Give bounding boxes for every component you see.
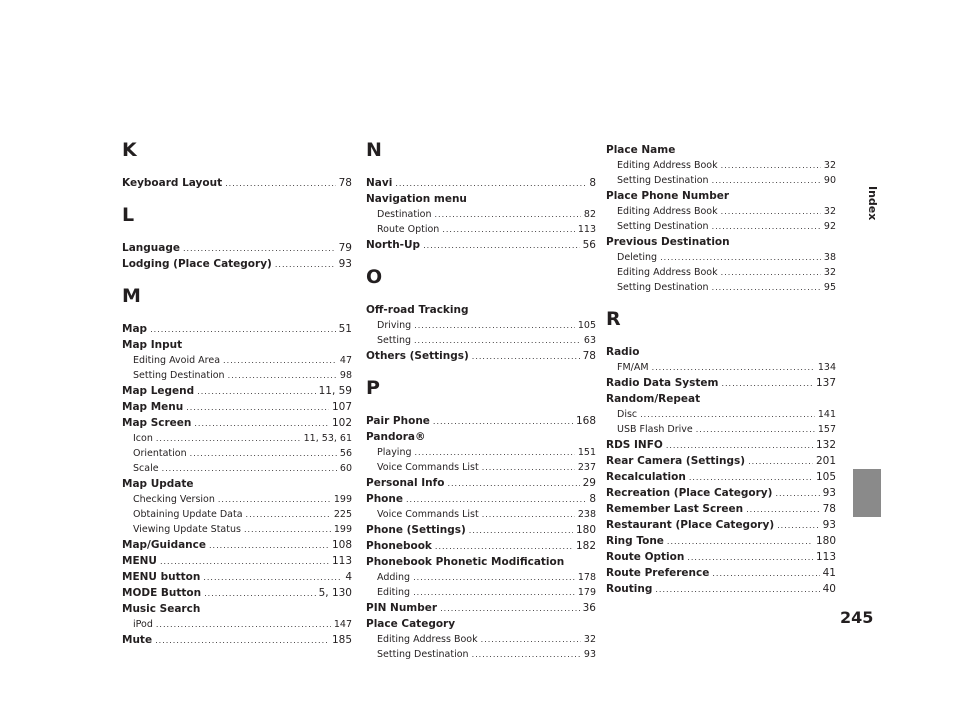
page-reference[interactable]: 157 bbox=[817, 424, 836, 435]
index-entry[interactable] bbox=[606, 501, 836, 517]
leader-dots bbox=[155, 633, 329, 649]
index-heading[interactable] bbox=[606, 391, 836, 407]
page-reference[interactable]: 41 bbox=[822, 567, 836, 579]
index-entry[interactable] bbox=[122, 585, 352, 601]
leader-dots bbox=[689, 470, 813, 486]
entry-term: Recalculation bbox=[606, 471, 686, 483]
index-column-2 bbox=[366, 130, 596, 662]
leader-dots bbox=[190, 446, 337, 461]
index-entry[interactable] bbox=[122, 415, 352, 431]
page-reference[interactable]: 63 bbox=[583, 335, 596, 346]
page-reference[interactable]: 47 bbox=[339, 355, 352, 366]
entry-term: RDS INFO bbox=[606, 439, 663, 451]
leader-dots bbox=[640, 407, 815, 422]
page-reference[interactable]: 182 bbox=[575, 540, 596, 552]
index-subentry[interactable] bbox=[606, 158, 836, 173]
index-column-1 bbox=[122, 130, 352, 648]
entry-term: North-Up bbox=[366, 239, 421, 251]
index-entry[interactable] bbox=[606, 581, 836, 597]
leader-dots bbox=[712, 566, 819, 582]
leader-dots bbox=[721, 204, 821, 219]
index-subentry[interactable] bbox=[122, 353, 352, 368]
index-entry[interactable] bbox=[366, 237, 596, 253]
entry-term: Radio bbox=[606, 346, 640, 358]
leader-dots bbox=[721, 158, 821, 173]
page-reference[interactable]: 199 bbox=[333, 494, 352, 505]
entry-term: Mute bbox=[122, 634, 153, 646]
page-reference[interactable]: 11, 53, 61 bbox=[303, 433, 352, 444]
section-letter: N bbox=[366, 139, 382, 161]
page-reference[interactable]: 78 bbox=[582, 350, 596, 362]
index-heading[interactable] bbox=[606, 234, 836, 250]
entry-term: Map Update bbox=[122, 478, 194, 490]
index-subentry[interactable] bbox=[366, 570, 596, 585]
entry-term: Navigation menu bbox=[366, 193, 467, 205]
leader-dots bbox=[162, 461, 337, 476]
leader-dots bbox=[440, 601, 580, 617]
leader-dots bbox=[652, 360, 815, 375]
entry-term: Phone (Settings) bbox=[366, 524, 466, 536]
page-reference[interactable]: 237 bbox=[577, 462, 596, 473]
entry-term: FM/AM bbox=[617, 362, 649, 373]
page-reference[interactable]: 56 bbox=[582, 239, 596, 251]
page-reference[interactable]: 29 bbox=[582, 477, 596, 489]
entry-term: Map/Guidance bbox=[122, 539, 206, 551]
index-subentry[interactable] bbox=[122, 522, 352, 537]
page-reference[interactable]: 82 bbox=[583, 209, 596, 220]
page-reference[interactable]: 60 bbox=[339, 463, 352, 474]
entry-term: Restaurant (Place Category) bbox=[606, 519, 775, 531]
leader-dots bbox=[150, 322, 336, 338]
leader-dots bbox=[472, 647, 581, 662]
entry-term: PIN Number bbox=[366, 602, 438, 614]
entry-term: MENU bbox=[122, 555, 157, 567]
page-reference[interactable]: 93 bbox=[822, 519, 836, 531]
index-subentry[interactable] bbox=[366, 507, 596, 522]
page-reference[interactable]: 178 bbox=[577, 572, 596, 583]
index-subentry[interactable] bbox=[122, 446, 352, 461]
index-heading[interactable] bbox=[122, 476, 352, 492]
leader-dots bbox=[156, 617, 331, 632]
index-subentry[interactable] bbox=[606, 422, 836, 437]
entry-term: Map Screen bbox=[122, 417, 192, 429]
entry-term: Map Menu bbox=[122, 401, 184, 413]
leader-dots bbox=[775, 486, 819, 502]
index-entry[interactable] bbox=[606, 517, 836, 533]
entry-term: Setting Destination bbox=[617, 282, 709, 293]
entry-term: Route Option bbox=[377, 224, 440, 235]
entry-term: iPod bbox=[133, 619, 153, 630]
page-reference[interactable]: 79 bbox=[338, 242, 352, 254]
leader-dots bbox=[413, 570, 575, 585]
section-letter: R bbox=[606, 308, 621, 330]
entry-term: Routing bbox=[606, 583, 653, 595]
index-subentry[interactable] bbox=[366, 222, 596, 237]
index-heading[interactable] bbox=[122, 601, 352, 617]
page-reference[interactable]: 4 bbox=[345, 571, 352, 583]
entry-term: Lodging (Place Category) bbox=[122, 258, 272, 270]
section-letter: P bbox=[366, 377, 380, 399]
index-entry[interactable] bbox=[122, 175, 352, 191]
leader-dots bbox=[721, 376, 812, 392]
index-heading[interactable] bbox=[366, 191, 596, 207]
index-subentry[interactable] bbox=[366, 318, 596, 333]
index-heading[interactable] bbox=[606, 188, 836, 204]
leader-dots bbox=[667, 534, 813, 550]
leader-dots bbox=[777, 518, 820, 534]
page-reference[interactable]: 238 bbox=[577, 509, 596, 520]
leader-dots bbox=[228, 368, 337, 383]
entry-term: Random/Repeat bbox=[606, 393, 701, 405]
entry-term: Editing Address Book bbox=[377, 634, 478, 645]
index-heading[interactable] bbox=[366, 429, 596, 445]
page-reference[interactable]: 185 bbox=[331, 634, 352, 646]
page-reference[interactable]: 32 bbox=[823, 267, 836, 278]
index-subentry[interactable] bbox=[366, 333, 596, 348]
leader-dots bbox=[469, 523, 573, 539]
leader-dots bbox=[197, 384, 315, 400]
page-reference[interactable]: 108 bbox=[331, 539, 352, 551]
leader-dots bbox=[275, 257, 336, 273]
entry-term: Remember Last Screen bbox=[606, 503, 744, 515]
entry-term: Setting Destination bbox=[617, 221, 709, 232]
page-reference[interactable]: 78 bbox=[822, 503, 836, 515]
leader-dots bbox=[482, 507, 575, 522]
index-entry[interactable] bbox=[366, 522, 596, 538]
entry-term: Editing Address Book bbox=[617, 160, 718, 171]
entry-term: Pandora® bbox=[366, 431, 426, 443]
page-reference[interactable]: 40 bbox=[822, 583, 836, 595]
index-subentry[interactable] bbox=[366, 445, 596, 460]
page-reference[interactable]: 168 bbox=[575, 415, 596, 427]
index-subentry[interactable] bbox=[606, 204, 836, 219]
index-entry[interactable] bbox=[122, 553, 352, 569]
index-entry[interactable] bbox=[366, 491, 596, 507]
entry-term: Personal Info bbox=[366, 477, 445, 489]
entry-term: USB Flash Drive bbox=[617, 424, 693, 435]
page-reference[interactable]: 11, 59 bbox=[318, 385, 352, 397]
entry-term: Orientation bbox=[133, 448, 187, 459]
entry-term: Map Legend bbox=[122, 385, 195, 397]
index-subentry[interactable] bbox=[122, 617, 352, 632]
index-subentry[interactable] bbox=[606, 265, 836, 280]
entry-term: Route Option bbox=[606, 551, 685, 563]
page-reference[interactable]: 95 bbox=[823, 282, 836, 293]
entry-term: Setting Destination bbox=[377, 649, 469, 660]
leader-dots bbox=[472, 349, 580, 365]
index-subentry[interactable] bbox=[606, 407, 836, 422]
leader-dots bbox=[442, 222, 575, 237]
index-entry[interactable] bbox=[606, 437, 836, 453]
page-reference[interactable]: 132 bbox=[815, 439, 836, 451]
index-entry[interactable] bbox=[606, 453, 836, 469]
entry-term: Adding bbox=[377, 572, 411, 583]
leader-dots bbox=[183, 241, 336, 257]
index-subentry[interactable] bbox=[122, 461, 352, 476]
page-reference[interactable]: 93 bbox=[338, 258, 352, 270]
index-entry[interactable] bbox=[122, 240, 352, 256]
leader-dots bbox=[395, 176, 586, 192]
section-letter: O bbox=[366, 266, 383, 288]
entry-term: Viewing Update Status bbox=[133, 524, 241, 535]
section-letter: M bbox=[122, 285, 141, 307]
index-entry[interactable] bbox=[122, 383, 352, 399]
entry-term: Language bbox=[122, 242, 180, 254]
index-entry[interactable] bbox=[122, 537, 352, 553]
leader-dots bbox=[415, 445, 575, 460]
entry-term: Place Phone Number bbox=[606, 190, 730, 202]
leader-dots bbox=[482, 460, 575, 475]
entry-term: Editing Address Book bbox=[617, 267, 718, 278]
page-reference[interactable]: 107 bbox=[331, 401, 352, 413]
page-reference[interactable]: 56 bbox=[339, 448, 352, 459]
index-entry[interactable] bbox=[366, 538, 596, 554]
page-reference[interactable]: 179 bbox=[577, 587, 596, 598]
index-entry[interactable] bbox=[606, 533, 836, 549]
leader-dots bbox=[712, 219, 821, 234]
page-reference[interactable]: 51 bbox=[338, 323, 352, 335]
leader-dots bbox=[748, 454, 813, 470]
index-subentry[interactable] bbox=[366, 632, 596, 647]
entry-term: Setting Destination bbox=[133, 370, 225, 381]
entry-term: Radio Data System bbox=[606, 377, 719, 389]
leader-dots bbox=[218, 492, 331, 507]
entry-term: Editing Address Book bbox=[617, 206, 718, 217]
entry-term: Driving bbox=[377, 320, 412, 331]
index-subentry[interactable] bbox=[122, 507, 352, 522]
leader-dots bbox=[414, 333, 581, 348]
page-reference[interactable]: 5, 130 bbox=[318, 587, 352, 599]
page-reference[interactable]: 225 bbox=[333, 509, 352, 520]
index-entry[interactable] bbox=[366, 475, 596, 491]
index-entry[interactable] bbox=[122, 256, 352, 272]
index-heading[interactable] bbox=[606, 344, 836, 360]
index-subentry[interactable] bbox=[122, 431, 352, 446]
entry-term: Deleting bbox=[617, 252, 658, 263]
entry-term: Place Name bbox=[606, 144, 676, 156]
page-reference[interactable]: 90 bbox=[823, 175, 836, 186]
index-subentry[interactable] bbox=[606, 250, 836, 265]
leader-dots bbox=[223, 353, 337, 368]
index-entry[interactable] bbox=[122, 321, 352, 337]
leader-dots bbox=[209, 538, 329, 554]
index-heading[interactable] bbox=[366, 616, 596, 632]
entry-term: Editing bbox=[377, 587, 411, 598]
index-subentry[interactable] bbox=[366, 585, 596, 600]
page-reference[interactable]: 32 bbox=[823, 160, 836, 171]
entry-term: Setting bbox=[377, 335, 412, 346]
index-entry[interactable] bbox=[366, 175, 596, 191]
page-reference[interactable]: 32 bbox=[583, 634, 596, 645]
page-reference[interactable]: 105 bbox=[815, 471, 836, 483]
page-reference[interactable]: 92 bbox=[823, 221, 836, 232]
page-reference[interactable]: 180 bbox=[575, 524, 596, 536]
page-reference[interactable]: 102 bbox=[331, 417, 352, 429]
index-entry[interactable] bbox=[606, 469, 836, 485]
index-subentry[interactable] bbox=[606, 360, 836, 375]
leader-dots bbox=[246, 507, 331, 522]
leader-dots bbox=[435, 207, 581, 222]
leader-dots bbox=[746, 502, 820, 518]
index-entry[interactable] bbox=[366, 348, 596, 364]
entry-term: Voice Commands List bbox=[377, 462, 479, 473]
index-entry[interactable] bbox=[606, 375, 836, 391]
entry-term: Navi bbox=[366, 177, 393, 189]
index-entry[interactable] bbox=[366, 413, 596, 429]
entry-term: Phonebook bbox=[366, 540, 432, 552]
entry-term: Map Input bbox=[122, 339, 183, 351]
leader-dots bbox=[156, 431, 301, 446]
entry-term: Ring Tone bbox=[606, 535, 664, 547]
page-reference[interactable]: 93 bbox=[583, 649, 596, 660]
index-subentry[interactable] bbox=[606, 219, 836, 234]
leader-dots bbox=[712, 173, 821, 188]
page-reference[interactable]: 36 bbox=[582, 602, 596, 614]
entry-term: Destination bbox=[377, 209, 432, 220]
page-reference[interactable]: 93 bbox=[822, 487, 836, 499]
index-entry[interactable] bbox=[366, 600, 596, 616]
index-heading[interactable] bbox=[366, 554, 596, 570]
leader-dots bbox=[413, 585, 575, 600]
page-reference[interactable]: 78 bbox=[338, 177, 352, 189]
page-number: 245 bbox=[840, 608, 874, 627]
page-reference[interactable]: 98 bbox=[339, 370, 352, 381]
entry-term: Phonebook Phonetic Modification bbox=[366, 556, 565, 568]
entry-term: Scale bbox=[133, 463, 159, 474]
entry-term: Rear Camera (Settings) bbox=[606, 455, 746, 467]
section-letter: K bbox=[122, 139, 137, 161]
index-subentry[interactable] bbox=[122, 492, 352, 507]
page-reference[interactable]: 113 bbox=[331, 555, 352, 567]
entry-term: Off-road Tracking bbox=[366, 304, 469, 316]
leader-dots bbox=[194, 416, 329, 432]
index-entry[interactable] bbox=[122, 632, 352, 648]
entry-term: Playing bbox=[377, 447, 412, 458]
leader-dots bbox=[655, 582, 819, 598]
index-entry[interactable] bbox=[606, 549, 836, 565]
page-reference[interactable]: 113 bbox=[577, 224, 596, 235]
page-reference[interactable]: 151 bbox=[577, 447, 596, 458]
leader-dots bbox=[414, 318, 575, 333]
entry-term: Recreation (Place Category) bbox=[606, 487, 773, 499]
index-subentry[interactable] bbox=[606, 280, 836, 295]
leader-dots bbox=[447, 476, 579, 492]
page-reference[interactable]: 113 bbox=[815, 551, 836, 563]
leader-dots bbox=[696, 422, 815, 437]
entry-term: Others (Settings) bbox=[366, 350, 469, 362]
leader-dots bbox=[721, 265, 821, 280]
leader-dots bbox=[160, 554, 329, 570]
entry-term: Map bbox=[122, 323, 148, 335]
entry-term: Place Category bbox=[366, 618, 456, 630]
page-reference[interactable]: 201 bbox=[815, 455, 836, 467]
leader-dots bbox=[225, 176, 336, 192]
leader-dots bbox=[433, 414, 573, 430]
page-reference[interactable]: 134 bbox=[817, 362, 836, 373]
index-column-3 bbox=[606, 142, 836, 597]
entry-term: Keyboard Layout bbox=[122, 177, 223, 189]
leader-dots bbox=[712, 280, 821, 295]
entry-term: Phone bbox=[366, 493, 403, 505]
index-subentry[interactable] bbox=[122, 368, 352, 383]
entry-term: Voice Commands List bbox=[377, 509, 479, 520]
entry-term: Checking Version bbox=[133, 494, 215, 505]
entry-term: Music Search bbox=[122, 603, 201, 615]
index-entry[interactable] bbox=[606, 565, 836, 581]
page-reference[interactable]: 180 bbox=[815, 535, 836, 547]
index-side-tab-label: Index bbox=[866, 186, 879, 221]
page-reference[interactable]: 105 bbox=[577, 320, 596, 331]
index-side-tab[interactable] bbox=[853, 469, 881, 517]
index-subentry[interactable] bbox=[606, 173, 836, 188]
page-reference[interactable]: 137 bbox=[815, 377, 836, 389]
page-reference[interactable]: 8 bbox=[589, 177, 596, 189]
leader-dots bbox=[435, 539, 573, 555]
index-subentry[interactable] bbox=[366, 460, 596, 475]
leader-dots bbox=[666, 438, 813, 454]
page-reference[interactable]: 141 bbox=[817, 409, 836, 420]
section-letter: L bbox=[122, 204, 135, 226]
index-subentry[interactable] bbox=[366, 647, 596, 662]
entry-term: Icon bbox=[133, 433, 153, 444]
entry-term: Editing Avoid Area bbox=[133, 355, 221, 366]
leader-dots bbox=[660, 250, 821, 265]
entry-term: Disc bbox=[617, 409, 638, 420]
index-heading[interactable] bbox=[122, 337, 352, 353]
index-entry[interactable] bbox=[606, 485, 836, 501]
index-heading[interactable] bbox=[606, 142, 836, 158]
entry-term: Setting Destination bbox=[617, 175, 709, 186]
entry-term: MENU button bbox=[122, 571, 201, 583]
index-heading[interactable] bbox=[366, 302, 596, 318]
entry-term: Previous Destination bbox=[606, 236, 730, 248]
leader-dots bbox=[687, 550, 813, 566]
leader-dots bbox=[186, 400, 329, 416]
leader-dots bbox=[203, 570, 342, 586]
entry-term: Pair Phone bbox=[366, 415, 430, 427]
entry-term: Route Preference bbox=[606, 567, 710, 579]
index-entry[interactable] bbox=[122, 399, 352, 415]
leader-dots bbox=[423, 238, 580, 254]
index-subentry[interactable] bbox=[366, 207, 596, 222]
leader-dots bbox=[406, 492, 586, 508]
index-entry[interactable] bbox=[122, 569, 352, 585]
leader-dots bbox=[244, 522, 331, 537]
page-reference[interactable]: 32 bbox=[823, 206, 836, 217]
page-reference[interactable]: 38 bbox=[823, 252, 836, 263]
entry-term: MODE Button bbox=[122, 587, 202, 599]
page-reference[interactable]: 199 bbox=[333, 524, 352, 535]
leader-dots bbox=[204, 586, 315, 602]
page-reference[interactable]: 8 bbox=[589, 493, 596, 505]
entry-term: Obtaining Update Data bbox=[133, 509, 243, 520]
page-reference[interactable]: 147 bbox=[333, 619, 352, 630]
leader-dots bbox=[481, 632, 581, 647]
